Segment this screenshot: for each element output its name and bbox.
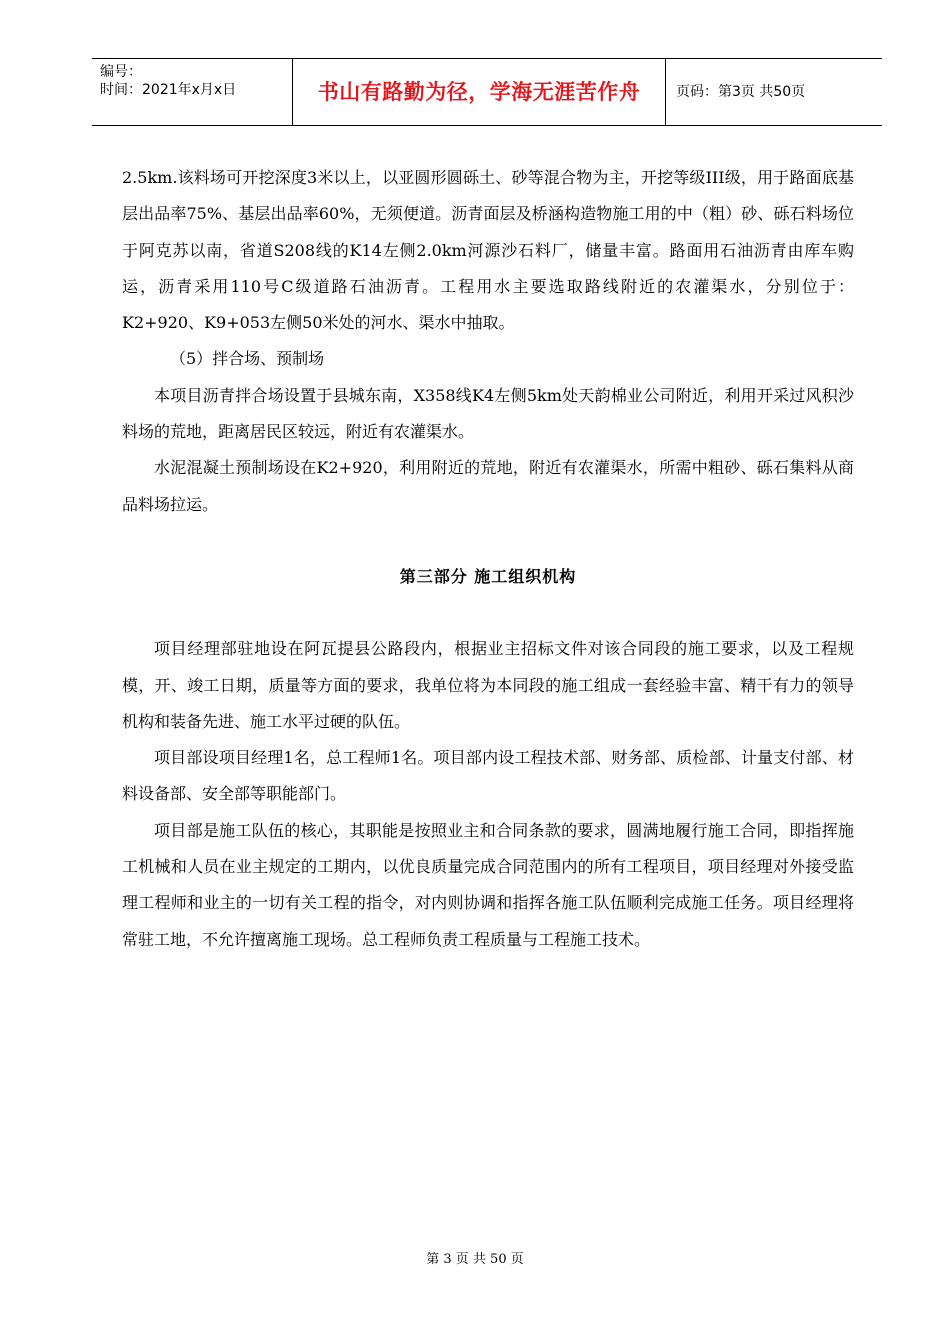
header-motto: 书山有路勤为径，学海无涯苦作舟 [292,59,666,125]
header-page-info: 页码：第3页 共50页 [676,84,806,100]
subheading-mixing-plant: （5）拌合场、预制场 [170,349,325,369]
paragraph-project-duties: 项目部是施工队伍的核心，其职能是按照业主和合同条款的要求，圆满地履行施工合同，即指挥施工机械和人员在业主规定的工期内，以优良质量完成合同范围内的所有工程项目，项目经理对外接受监理工程师和业主的一切有关工程的指令，对内则协调和指挥各施工队伍顺利完成施工任务。项目经理将常驻工地，不允许擅离施工现场。总工程师负责工程质量与工程施工技术。 [122,820,854,949]
document-time-label: 时间：2021年x月x日 [100,82,237,98]
page-header [92,58,882,126]
paragraph-materials: 2.5km.该料场可开挖深度3米以上，以亚圆形圆砾土、砂等混合物为主，开挖等级III级，用于路面底基层出品率75%、基层出品率60%，无须便道。沥青面层及桥涵构造物施工用的中（粗）砂、砾石料场位于阿克苏以南，省道S208线的K14左侧2.0km河源沙石料厂，储量丰富。路面用石油沥青由库车购运，沥青采用110号C级道路石油沥青。工程用水主要选取路线附近的农灌渠水，分别位于：K2+920、K9+053左侧50米处的河水、渠水中抽取。 [122,168,854,333]
paragraph-precast-yard: 水泥混凝土预制场设在K2+920，利用附近的荒地，附近有农灌渠水，所需中粗砂、砾石集料从商品料场拉运。 [122,458,854,514]
page-footer: 第 3 页 共 50 页 [426,1252,524,1267]
paragraph-staffing: 项目部设项目经理1名，总工程师1名。项目部内设工程技术部、财务部、质检部、计量支付部、材料设备部、安全部等职能部门。 [122,748,854,804]
section-title: 第三部分 施工组织机构 [399,566,577,586]
paragraph-asphalt-plant: 本项目沥青拌合场设置于县城东南，X358线K4左侧5km处天韵棉业公司附近，利用开采过风积沙料场的荒地，距离居民区较远，附近有农灌渠水。 [122,385,854,442]
document-body [122,160,854,958]
document-number-label: 编号： [100,64,142,80]
header-meta [92,59,292,125]
paragraph-project-office: 项目经理部驻地设在阿瓦提县公路段内，根据业主招标文件对该合同段的施工要求，以及工程规模，开、竣工日期，质量等方面的要求，我单位将为本同段的施工组成一套经验丰富、精干有力的领导机构和装备先进、施工水平过硬的队伍。 [122,639,854,731]
